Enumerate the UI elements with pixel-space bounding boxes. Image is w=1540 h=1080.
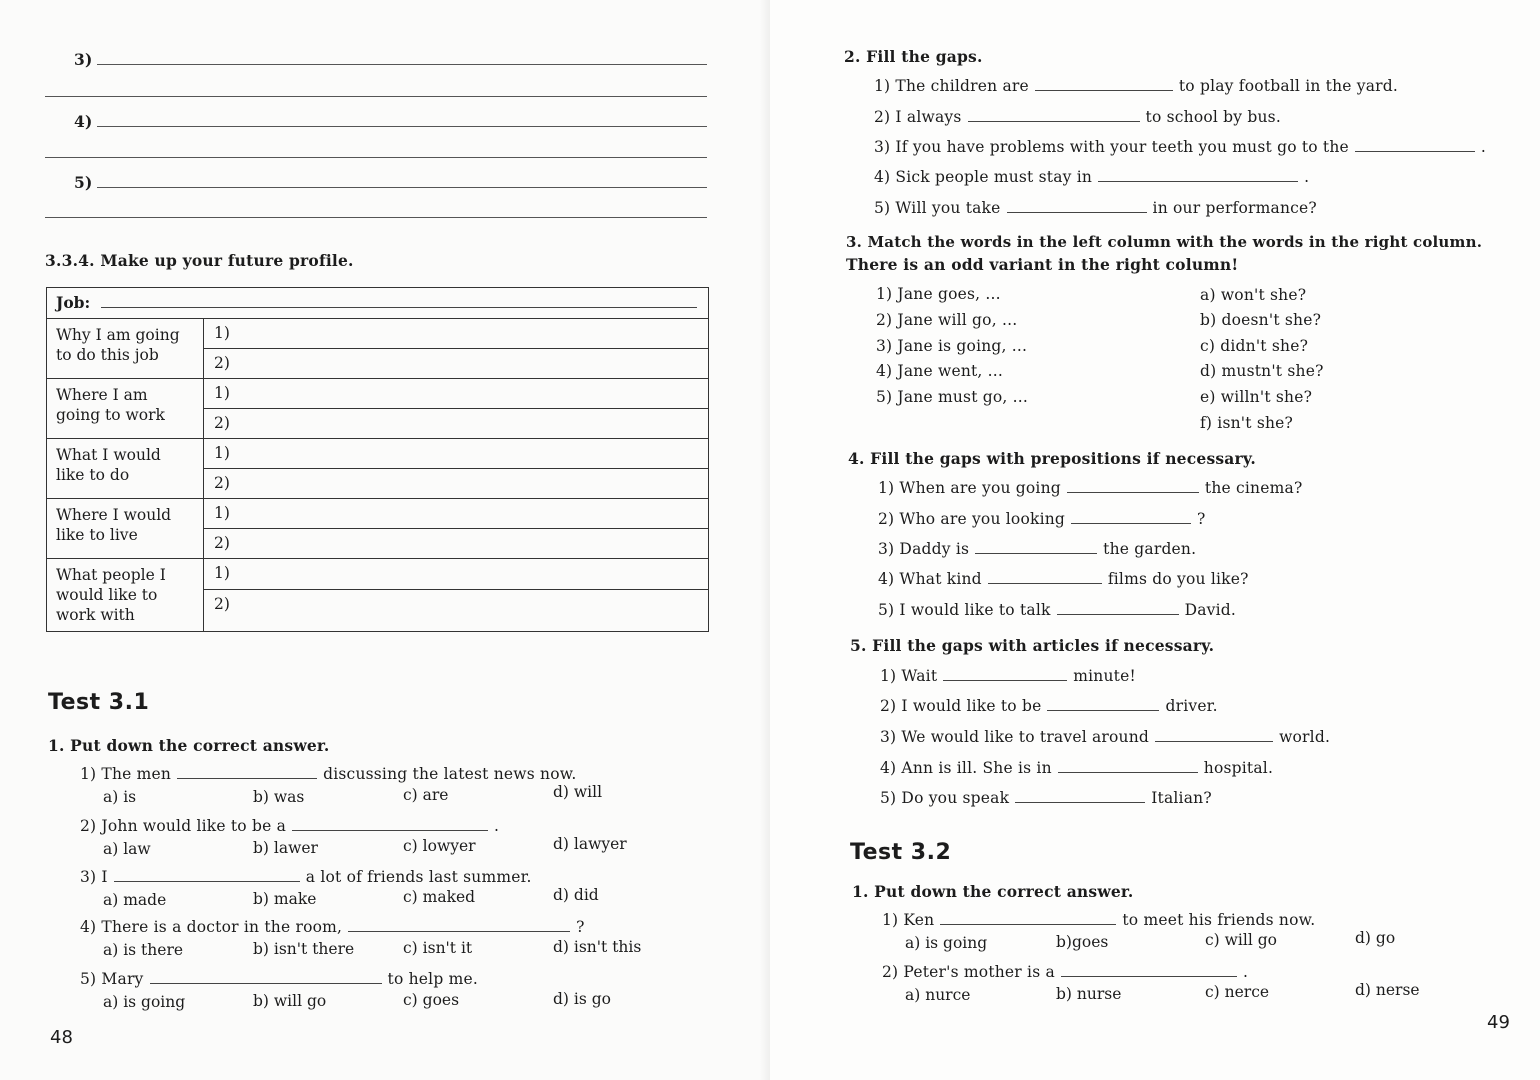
task-2-item-2: 2) I always to school by bus. — [874, 108, 1281, 126]
answer-line[interactable] — [97, 187, 707, 188]
profile-answer-cell[interactable]: 1) — [204, 559, 709, 590]
job-label: Job: — [56, 293, 91, 312]
profile-answer-cell[interactable]: 1) — [204, 319, 709, 349]
option[interactable]: c) lowyer — [403, 837, 476, 855]
task-2-item-4: 4) Sick people must stay in . — [874, 168, 1310, 186]
answer-line-label-4: 4) — [74, 112, 93, 131]
match-right-item: d) mustn't she? — [1200, 362, 1324, 380]
profile-answer-cell[interactable]: 1) — [204, 439, 709, 469]
answer-gap[interactable] — [975, 541, 1097, 554]
answer-gap[interactable] — [1155, 729, 1273, 742]
option[interactable]: c) nerce — [1205, 983, 1270, 1001]
option[interactable]: a) is there — [103, 941, 184, 959]
task-3-heading-line2: There is an odd variant in the right column! — [846, 255, 1239, 274]
task-4-item-3: 3) Daddy is the garden. — [878, 540, 1197, 558]
option[interactable]: b) will go — [253, 992, 327, 1010]
answer-line[interactable] — [97, 64, 707, 65]
task-4-item-2: 2) Who are you looking ? — [878, 510, 1206, 528]
profile-row-label: Where I would like to live — [47, 499, 204, 559]
option[interactable]: d) isn't this — [553, 938, 642, 956]
option[interactable]: c) are — [403, 786, 449, 804]
option[interactable]: a) made — [103, 891, 167, 909]
profile-answer-cell[interactable]: 2) — [204, 529, 709, 559]
match-right-item: b) doesn't she? — [1200, 311, 1322, 329]
answer-gap[interactable] — [1015, 790, 1145, 803]
task-2-item-1: 1) The children are to play football in the yard. — [874, 77, 1399, 95]
answer-gap[interactable] — [1067, 480, 1199, 493]
page-number-49: 49 — [1487, 1012, 1510, 1033]
answer-gap[interactable] — [940, 912, 1116, 925]
option[interactable]: d) nerse — [1355, 981, 1420, 999]
task-4-item-1: 1) When are you going the cinema? — [878, 479, 1303, 497]
option[interactable]: d) go — [1355, 929, 1396, 947]
task-3-heading-line1: 3. Match the words in the left column with the words in the right column. — [846, 233, 1483, 251]
task-5-item-3: 3) We would like to travel around world. — [880, 728, 1331, 746]
profile-row-label: Why I am going to do this job — [47, 319, 204, 379]
task-5-item-4: 4) Ann is ill. She is in hospital. — [880, 759, 1274, 777]
answer-gap[interactable] — [292, 818, 488, 831]
task-5-item-1: 1) Wait minute! — [880, 667, 1136, 685]
option[interactable]: c) goes — [403, 991, 460, 1009]
profile-row-label: What people I would like to work with — [47, 559, 204, 632]
question-1: 1) The men discussing the latest news now. — [80, 765, 577, 783]
answer-gap[interactable] — [1035, 78, 1173, 91]
profile-answer-cell[interactable]: 2) — [204, 349, 709, 379]
profile-answer-cell[interactable]: 1) — [204, 499, 709, 529]
answer-line[interactable] — [45, 217, 707, 218]
profile-row-label: Where I am going to work — [47, 379, 204, 439]
match-left-item: 4) Jane went, ... — [876, 362, 1004, 380]
future-profile-table — [46, 287, 709, 632]
option[interactable]: a) is — [103, 788, 137, 806]
option[interactable]: b)goes — [1056, 933, 1109, 951]
answer-gap[interactable] — [1058, 760, 1198, 773]
section-334-heading: 3.3.4. Make up your future profile. — [45, 251, 354, 270]
answer-line-label-3: 3) — [74, 50, 93, 69]
option[interactable]: d) is go — [553, 990, 611, 1008]
task-2-item-5: 5) Will you take in our performance? — [874, 199, 1317, 217]
answer-gap[interactable] — [1007, 200, 1147, 213]
job-input-line[interactable] — [101, 293, 697, 308]
option[interactable]: a) nurce — [905, 986, 971, 1004]
option[interactable]: b) isn't there — [253, 940, 355, 958]
test-3-2-question-1: 1) Ken to meet his friends now. — [882, 911, 1316, 929]
answer-gap[interactable] — [1061, 964, 1237, 977]
task-4-heading: 4. Fill the gaps with prepositions if necessary. — [848, 449, 1256, 468]
answer-gap[interactable] — [1098, 169, 1298, 182]
profile-answer-cell[interactable]: 1) — [204, 379, 709, 409]
option[interactable]: c) will go — [1205, 931, 1277, 949]
match-left-item: 2) Jane will go, ... — [876, 311, 1018, 329]
match-left-item: 5) Jane must go, ... — [876, 388, 1029, 406]
option[interactable]: b) make — [253, 890, 317, 908]
profile-row-label: What I would like to do — [47, 439, 204, 499]
option[interactable]: a) is going — [905, 934, 988, 952]
answer-gap[interactable] — [150, 971, 382, 984]
task-5-heading: 5. Fill the gaps with articles if necessary. — [850, 636, 1215, 655]
answer-gap[interactable] — [1355, 139, 1475, 152]
option[interactable]: b) nurse — [1056, 985, 1122, 1003]
match-right-item: f) isn't she? — [1200, 414, 1294, 432]
task-2-heading: 2. Fill the gaps. — [844, 47, 983, 66]
option[interactable]: c) isn't it — [403, 939, 473, 957]
task-4-item-5: 5) I would like to talk David. — [878, 601, 1237, 619]
match-right-item: e) willn't she? — [1200, 388, 1313, 406]
option[interactable]: a) is going — [103, 993, 186, 1011]
task-5-item-5: 5) Do you speak Italian? — [880, 789, 1212, 807]
option[interactable]: a) law — [103, 840, 151, 858]
match-right-item: c) didn't she? — [1200, 337, 1309, 355]
task-4-item-4: 4) What kind films do you like? — [878, 570, 1249, 588]
match-left-item: 1) Jane goes, ... — [876, 285, 1001, 303]
test-3-1-task1-heading: 1. Put down the correct answer. — [48, 736, 330, 755]
job-row[interactable] — [47, 288, 709, 319]
answer-gap[interactable] — [1071, 511, 1191, 524]
option[interactable]: b) lawer — [253, 839, 318, 857]
option[interactable]: b) was — [253, 788, 305, 806]
option[interactable]: d) will — [553, 783, 603, 801]
answer-gap[interactable] — [943, 668, 1067, 681]
test-3-1-title: Test 3.1 — [48, 690, 150, 715]
match-right-item: a) won't she? — [1200, 286, 1307, 304]
answer-gap[interactable] — [177, 766, 317, 779]
option[interactable]: c) maked — [403, 888, 476, 906]
answer-line[interactable] — [45, 96, 707, 97]
question-2: 2) John would like to be a . — [80, 817, 500, 835]
answer-gap[interactable] — [114, 869, 300, 882]
question-5: 5) Mary to help me. — [80, 970, 478, 988]
right-page — [770, 0, 1540, 1080]
answer-gap[interactable] — [348, 919, 570, 932]
answer-line-label-5: 5) — [74, 173, 93, 192]
answer-line[interactable] — [45, 157, 707, 158]
test-3-2-title: Test 3.2 — [850, 840, 952, 865]
test-3-2-task1-heading: 1. Put down the correct answer. — [852, 882, 1134, 901]
answer-line[interactable] — [97, 126, 707, 127]
match-left-item: 3) Jane is going, ... — [876, 337, 1028, 355]
answer-gap[interactable] — [968, 109, 1140, 122]
profile-answer-cell[interactable]: 2) — [204, 589, 709, 631]
answer-gap[interactable] — [1047, 698, 1159, 711]
task-5-item-2: 2) I would like to be driver. — [880, 697, 1218, 715]
answer-gap[interactable] — [988, 571, 1102, 584]
option[interactable]: d) lawyer — [553, 835, 627, 853]
option[interactable]: d) did — [553, 886, 599, 904]
answer-gap[interactable] — [1057, 602, 1179, 615]
test-3-2-question-2: 2) Peter's mother is a . — [882, 963, 1249, 981]
task-2-item-3: 3) If you have problems with your teeth you must go to the . — [874, 138, 1487, 156]
question-4: 4) There is a doctor in the room, ? — [80, 918, 585, 936]
page-number-48: 48 — [50, 1027, 73, 1048]
question-3: 3) I a lot of friends last summer. — [80, 868, 532, 886]
profile-answer-cell[interactable]: 2) — [204, 409, 709, 439]
profile-answer-cell[interactable]: 2) — [204, 469, 709, 499]
